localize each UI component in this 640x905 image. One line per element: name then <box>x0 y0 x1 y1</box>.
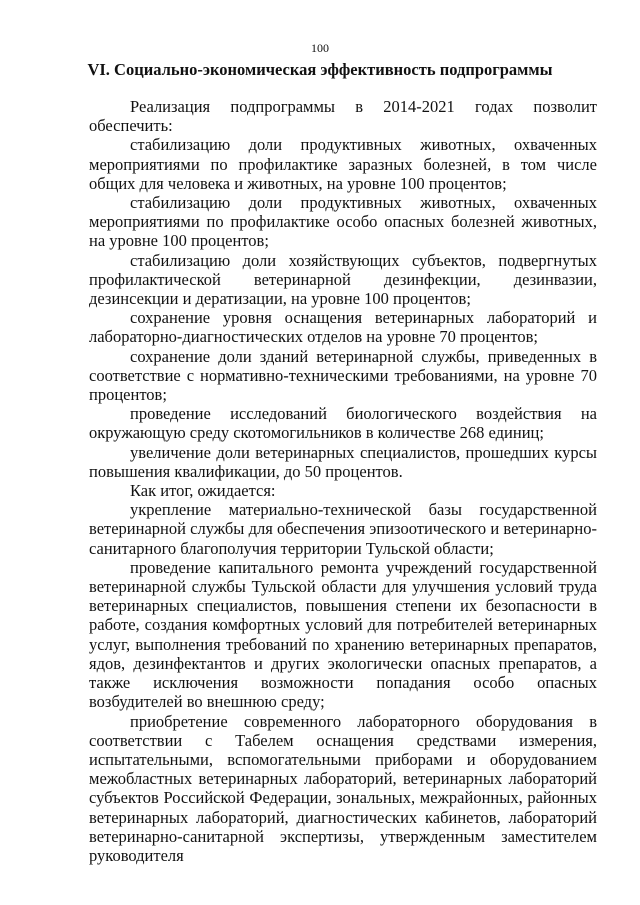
paragraph-item: стабилизацию доли продуктивных животных, охваченных мероприятиями по профилактике заразных болезней, в том числе общих для человека и животных, на уровне 100 процентов; <box>89 135 597 193</box>
paragraph-item: сохранение доли зданий ветеринарной службы, приведенных в соответствие с нормативно-техническими требованиями, на уровне 70 процентов; <box>89 346 597 405</box>
paragraph-item: проведение исследований биологического воздействия на окружающую среду скотомогильников в количестве 268 единиц; <box>89 404 597 443</box>
paragraph-item: приобретение современного лабораторного оборудования в соответствии с Табелем оснащения средствами измерения, испытательными, вспомогательными приборами и оборудованием межобластных ветеринарных лабораторий, ветеринарных лабораторий субъектов Российской Федерации, зональных, межрайонных, районных ветеринарных лабораторий, диагностических кабинетов, лабораторий ветеринарно-санитарной экспертизы, утвержденным заместителем руководителя <box>89 711 597 865</box>
page-number: 100 <box>311 41 329 55</box>
paragraph-intro: Реализация подпрограммы в 2014-2021 годах позволит обеспечить: <box>89 97 597 136</box>
section-heading: VI. Социально-экономическая эффективность подпрограммы <box>87 60 553 79</box>
paragraph-item: проведение капитального ремонта учреждений государственной ветеринарной службы Тульской области для улучшения условий труда ветеринарных специалистов, повышения степени их безопасности в работе, создания комфортных условий для потребителей ветеринарных услуг, выполнения требований по хранению ветеринарных препаратов, ядов, дезинфектантов и других экологически опасных препаратов, а также исключения возможности попадания особо опасных возбудителей во внешнюю среду; <box>89 557 597 712</box>
paragraph-item: стабилизацию доли продуктивных животных, охваченных мероприятиями по профилактике особо опасных болезней животных, на уровне 100 процентов; <box>89 193 597 251</box>
paragraph-item: стабилизацию доли хозяйствующих субъектов, подвергнутых профилактической ветеринарной дезинфекции, дезинвазии, дезинсекции и дератизации, на уровне 100 процентов; <box>89 250 597 309</box>
paragraph-summary-intro: Как итог, ожидается: <box>130 481 276 501</box>
paragraph-item: укрепление материально-технической базы государственной ветеринарной службы для обеспечения эпизоотического и ветеринарно-санитарного благополучия территории Тульской области; <box>89 500 597 558</box>
section-body <box>89 97 597 865</box>
paragraph-item: увеличение доли ветеринарных специалистов, прошедших курсы повышения квалификации, до 50 процентов. <box>89 442 597 481</box>
paragraph-item: сохранение уровня оснащения ветеринарных лабораторий и лабораторно-диагностических отделов на уровне 70 процентов; <box>89 308 597 347</box>
